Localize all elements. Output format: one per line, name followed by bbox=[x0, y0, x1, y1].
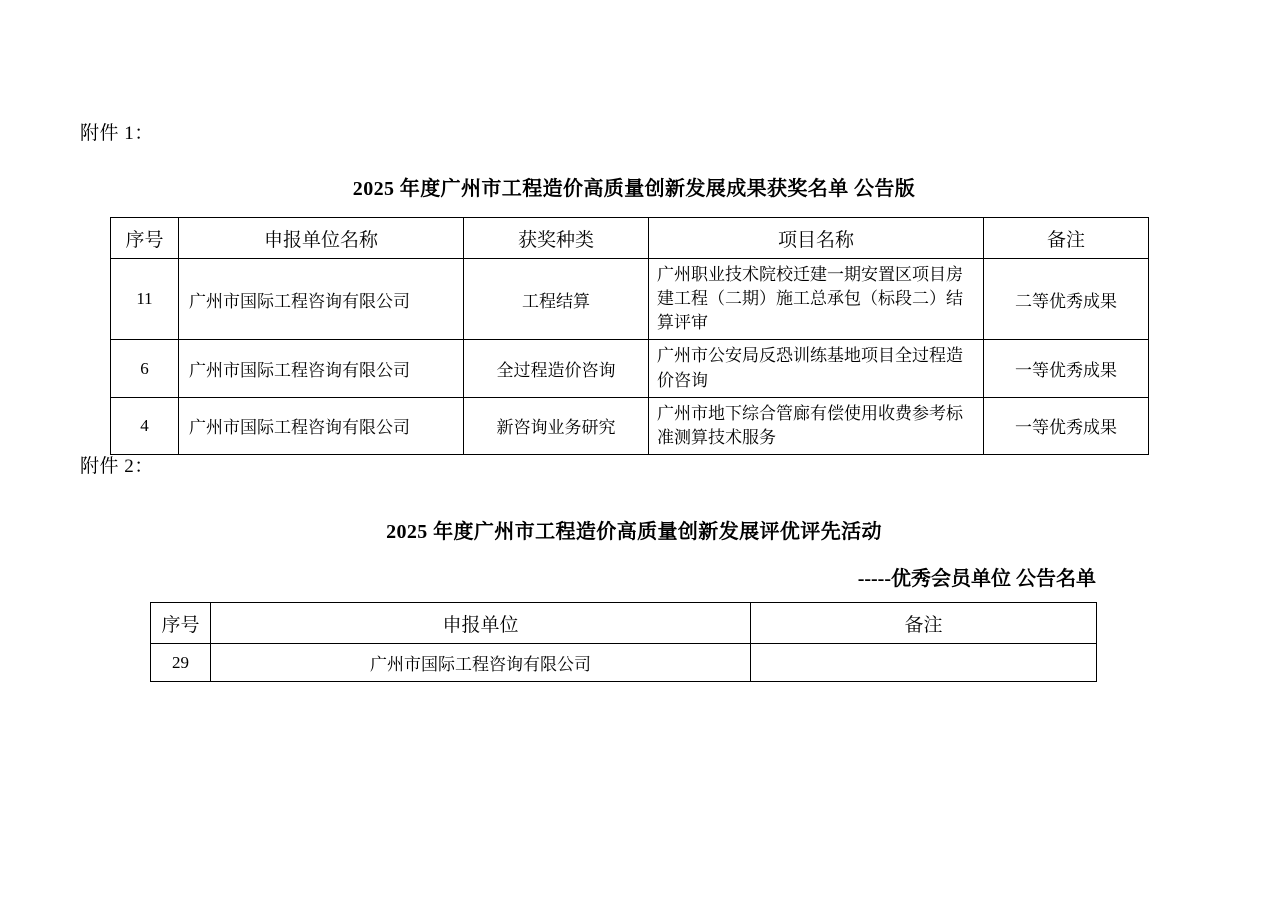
cell-award-kind: 全过程造价咨询 bbox=[464, 340, 649, 397]
table-row bbox=[151, 644, 1097, 682]
cell-note: 一等优秀成果 bbox=[984, 340, 1149, 397]
cell-unit: 广州市国际工程咨询有限公司 bbox=[211, 644, 751, 682]
cell-seq: 11 bbox=[111, 259, 179, 340]
column-header-award-kind: 获奖种类 bbox=[464, 218, 649, 259]
column-header-unit: 申报单位名称 bbox=[179, 218, 464, 259]
table-header-row bbox=[151, 603, 1097, 644]
column-header-project: 项目名称 bbox=[649, 218, 984, 259]
attachment-2-title: 2025 年度广州市工程造价高质量创新发展评优评先活动 bbox=[386, 521, 882, 543]
table-row bbox=[111, 340, 1149, 397]
cell-unit: 广州市国际工程咨询有限公司 bbox=[179, 259, 464, 340]
table-row bbox=[111, 397, 1149, 454]
cell-note bbox=[751, 644, 1097, 682]
cell-seq: 29 bbox=[151, 644, 211, 682]
cell-note: 一等优秀成果 bbox=[984, 397, 1149, 454]
cell-project: 广州市公安局反恐训练基地项目全过程造价咨询 bbox=[649, 340, 984, 397]
column-header-unit: 申报单位 bbox=[211, 603, 751, 644]
cell-note: 二等优秀成果 bbox=[984, 259, 1149, 340]
table-row bbox=[111, 259, 1149, 340]
column-header-note: 备注 bbox=[984, 218, 1149, 259]
cell-seq: 4 bbox=[111, 397, 179, 454]
attachment-2-subtitle: -----优秀会员单位 公告名单 bbox=[857, 568, 1096, 590]
attachment-1-title: 2025 年度广州市工程造价高质量创新发展成果获奖名单 公告版 bbox=[352, 178, 916, 200]
award-list-table bbox=[110, 217, 1149, 455]
column-header-note: 备注 bbox=[751, 603, 1097, 644]
attachment-2-label: 附件 2： bbox=[80, 456, 154, 477]
cell-project: 广州市地下综合管廊有偿使用收费参考标准测算技术服务 bbox=[649, 397, 984, 454]
cell-seq: 6 bbox=[111, 340, 179, 397]
excellent-member-table bbox=[150, 602, 1097, 682]
column-header-seq: 序号 bbox=[111, 218, 179, 259]
cell-unit: 广州市国际工程咨询有限公司 bbox=[179, 397, 464, 454]
cell-award-kind: 新咨询业务研究 bbox=[464, 397, 649, 454]
column-header-seq: 序号 bbox=[151, 603, 211, 644]
attachment-1-label: 附件 1： bbox=[80, 123, 154, 144]
table-header-row bbox=[111, 218, 1149, 259]
cell-award-kind: 工程结算 bbox=[464, 259, 649, 340]
cell-unit: 广州市国际工程咨询有限公司 bbox=[179, 340, 464, 397]
cell-project: 广州职业技术院校迁建一期安置区项目房建工程（二期）施工总承包（标段二）结算评审 bbox=[649, 259, 984, 340]
